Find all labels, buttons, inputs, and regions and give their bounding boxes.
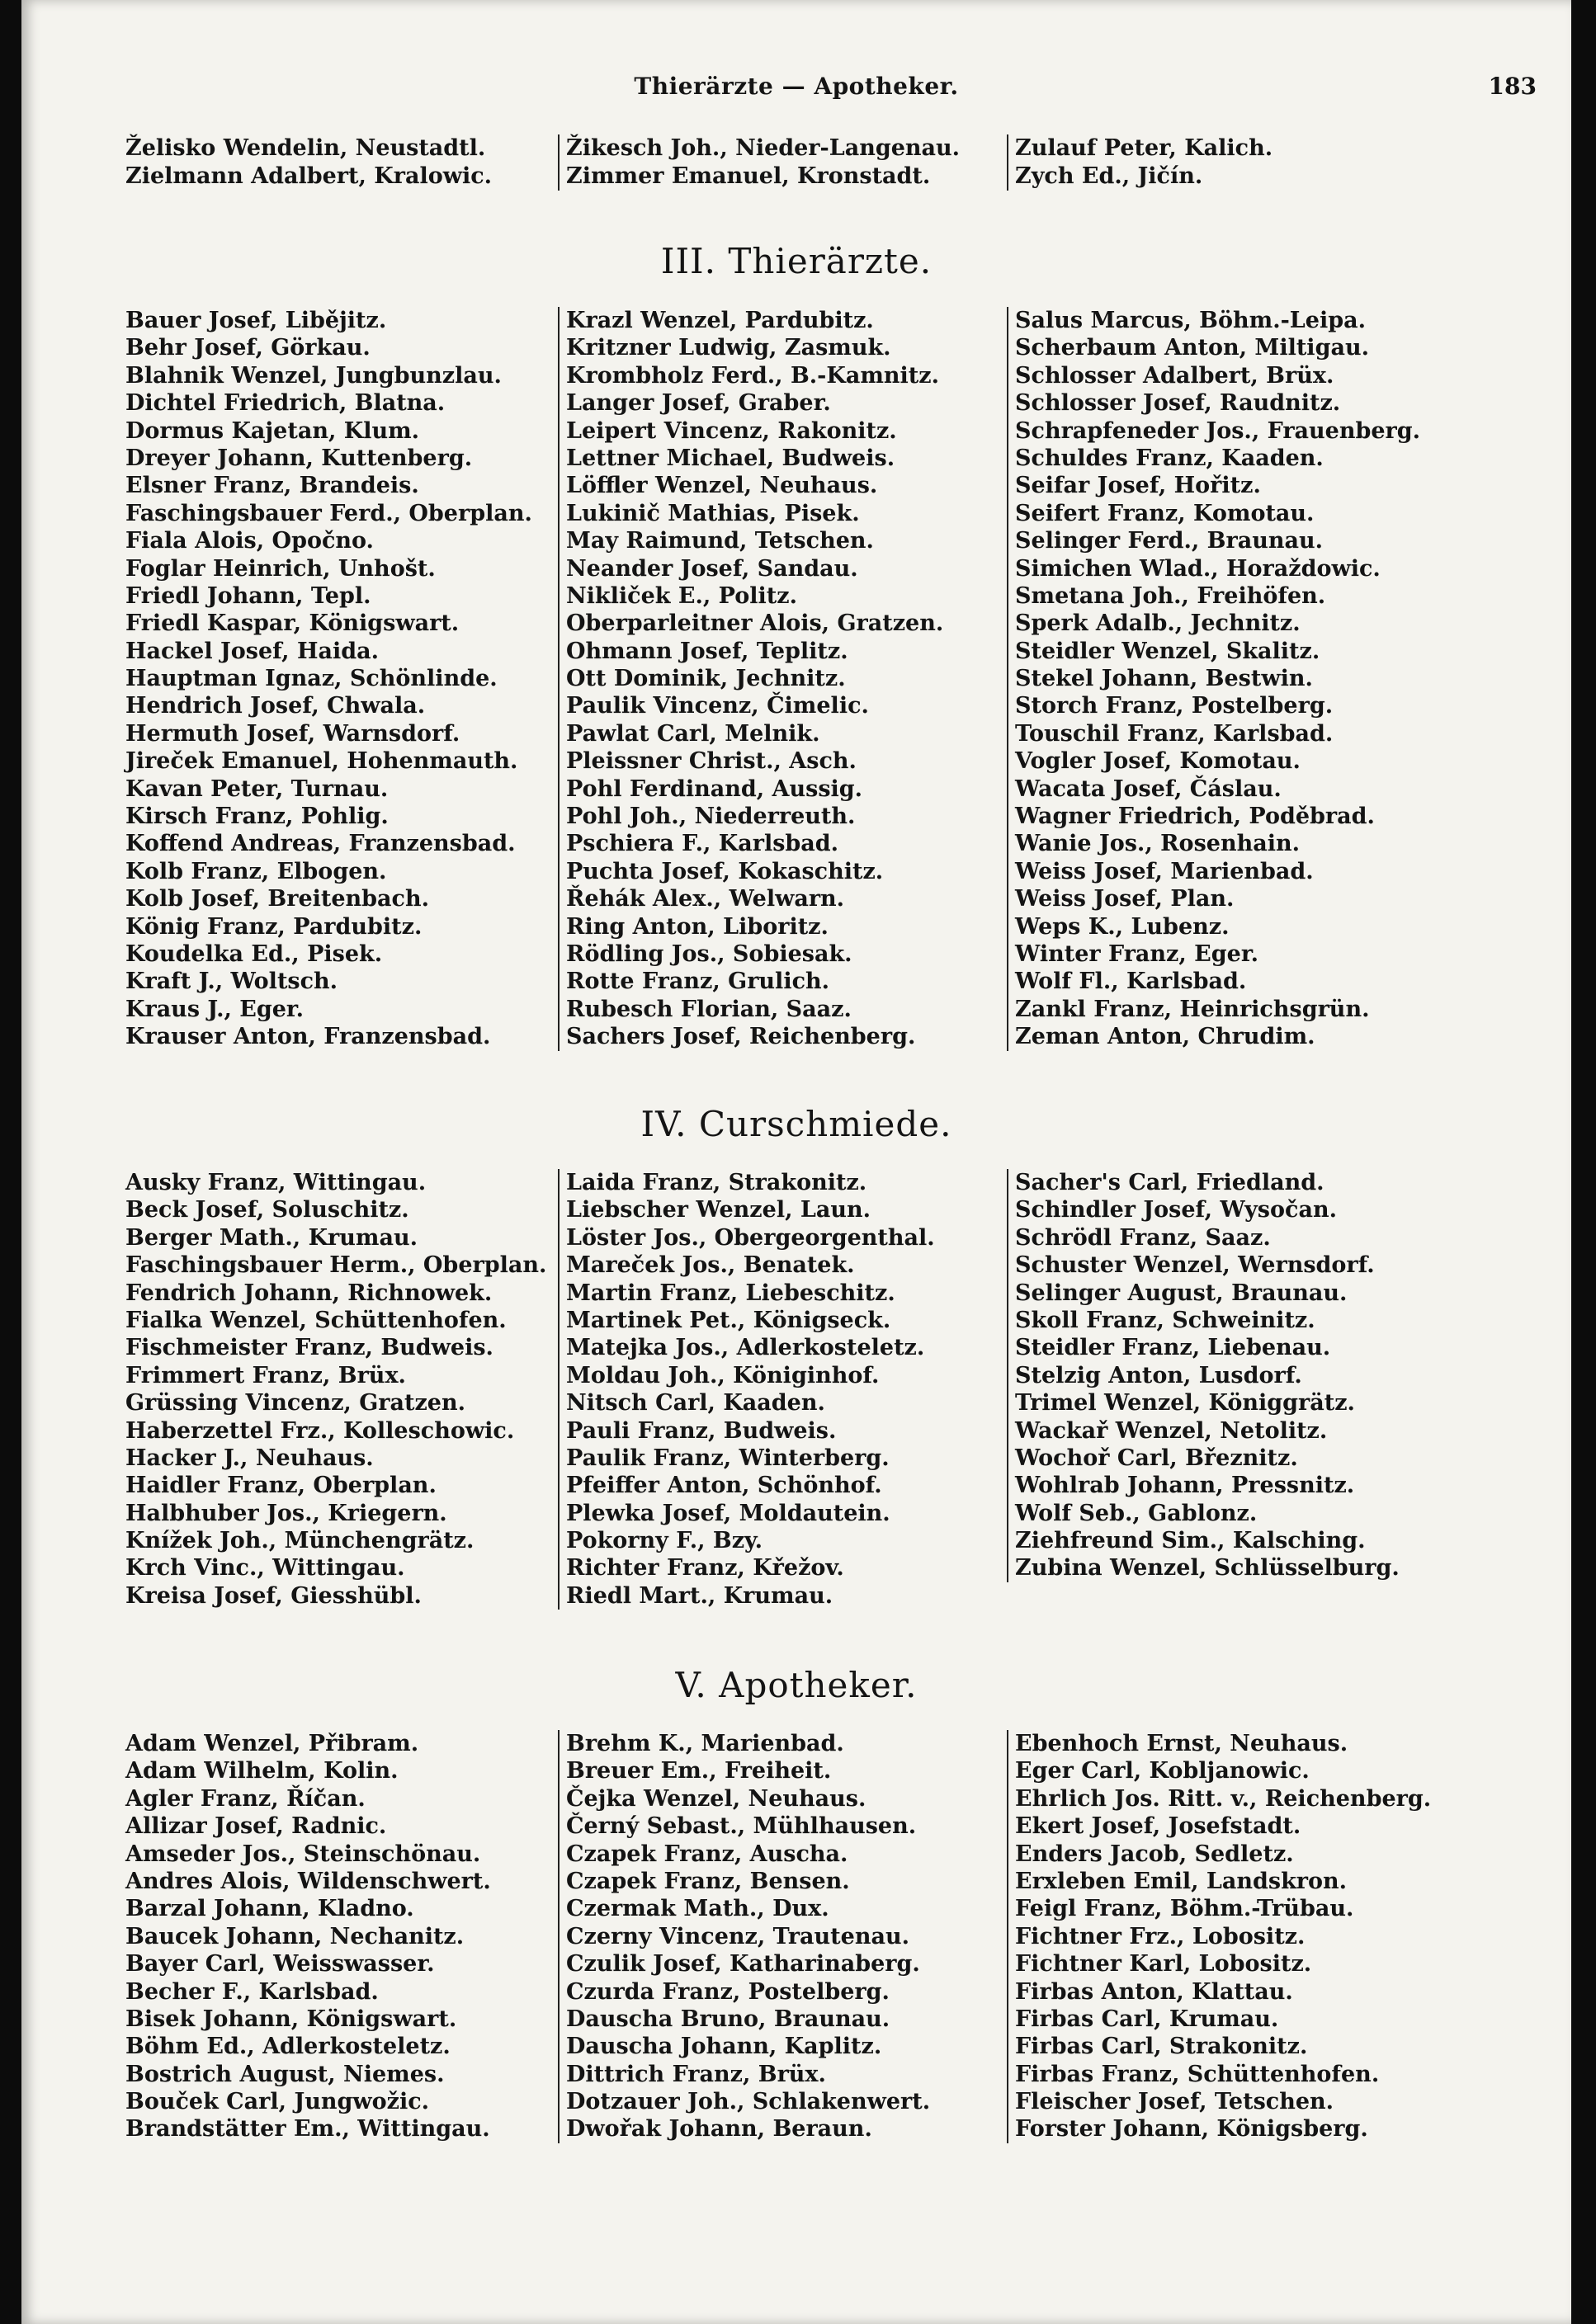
list-item: Storch Franz, Postelberg. [1015,693,1334,719]
list-item: Pschiera F., Karlsbad. [566,831,839,857]
list-item: Bostrich August, Niemes. [125,2061,445,2087]
list-item: Wagner Friedrich, Poděbrad. [1015,804,1375,830]
list-item: Ohmann Josef, Teplitz. [566,638,848,664]
column-3 [1007,134,1477,191]
column-2 [558,1730,1012,2143]
list-item: Fischmeister Franz, Budweis. [125,1335,493,1361]
list-item: Löffler Wenzel, Neuhaus. [566,473,878,499]
list-item: Steidler Wenzel, Skalitz. [1015,638,1320,664]
column-3 [1007,1730,1477,2143]
list-item: Zeman Anton, Chrudim. [1015,1024,1315,1050]
list-item: Allizar Josef, Radnic. [125,1813,387,1840]
list-item: Stekel Johann, Bestwin. [1015,666,1313,692]
list-item: Puchta Josef, Kokaschitz. [566,858,884,884]
list-item: Leipert Vincenz, Rakonitz. [566,417,897,444]
list-item: Pleissner Christ., Asch. [566,748,857,775]
list-item: Pawlat Carl, Melnik. [566,720,820,747]
list-item: Wohlrab Johann, Pressnitz. [1015,1473,1355,1499]
column-2 [558,1169,1012,1610]
list-item: Firbas Anton, Klattau. [1015,1978,1293,2005]
section-apotheker-list [21,1730,1571,2151]
list-item: Kreisa Josef, Giesshübl. [125,1582,422,1609]
column-1 [125,1169,563,1610]
list-item: Hackel Josef, Haida. [125,638,380,664]
list-item: Dotzauer Joh., Schlakenwert. [566,2089,931,2115]
list-item: Scherbaum Anton, Miltigau. [1015,335,1369,361]
list-item: Pokorny F., Bzy. [566,1528,763,1554]
list-item: Řehák Alex., Welwarn. [566,886,845,912]
list-item: Kavan Peter, Turnau. [125,775,389,802]
list-item: Löster Jos., Obergeorgenthal. [566,1224,935,1251]
section-title-thieraerzte: III. Thierärzte. [660,241,933,281]
list-item: Selinger Ferd., Braunau. [1015,528,1324,554]
list-item: Beck Josef, Soluschitz. [125,1197,409,1223]
page-number: 183 [1488,73,1537,100]
list-item: Brehm K., Marienbad. [566,1731,844,1756]
list-item: Friedl Johann, Tepl. [125,582,371,609]
list-item: Jireček Emanuel, Hohenmauth. [125,748,518,775]
list-item: Liebscher Wenzel, Laun. [566,1197,871,1223]
list-item: Czapek Franz, Bensen. [566,1868,850,1894]
column-2 [558,134,1012,191]
list-item: Dittrich Franz, Brüx. [566,2061,826,2087]
list-item: Sachers Josef, Reichenberg. [566,1024,916,1050]
directory-page [21,0,1571,2324]
list-item: Zych Ed., Jičín. [1015,163,1203,189]
list-item: Čejka Wenzel, Neuhaus. [566,1785,866,1812]
list-item: Blahnik Wenzel, Jungbunzlau. [125,362,502,389]
list-item: König Franz, Pardubitz. [125,913,423,940]
list-item: Feigl Franz, Böhm.-Trübau. [1015,1896,1354,1922]
list-item: Kraft J., Woltsch. [125,969,338,995]
list-item: Krazl Wenzel, Pardubitz. [566,308,874,333]
list-item: Dauscha Bruno, Braunau. [566,2006,890,2032]
list-item: Schrödl Franz, Saaz. [1015,1224,1271,1251]
list-item: Czerny Vincenz, Trautenau. [566,1923,909,1949]
list-item: Paulik Franz, Winterberg. [566,1445,890,1471]
list-item: Halbhuber Jos., Kriegern. [125,1500,447,1526]
list-item: Kraus J., Eger. [125,996,305,1022]
list-item: Czermak Math., Dux. [566,1896,829,1922]
list-item: Martin Franz, Liebeschitz. [566,1280,895,1306]
column-3 [1007,1169,1477,1582]
list-item: Weiss Josef, Marienbad. [1015,858,1314,884]
list-item: Fichtner Frz., Lobositz. [1015,1923,1306,1949]
list-item: Rubesch Florian, Saaz. [566,996,852,1022]
running-header: Thierärzte — Apotheker. [634,73,959,100]
list-item: Ring Anton, Liboritz. [566,913,829,940]
list-item: Rotte Franz, Grulich. [566,969,830,995]
list-item: Barzal Johann, Kladno. [125,1896,414,1922]
list-item: Bauer Josef, Libějitz. [125,308,387,333]
section-title-apotheker: V. Apotheker. [675,1665,918,1705]
list-item: Nitsch Carl, Kaaden. [566,1390,825,1417]
list-item: Schindler Josef, Wysočan. [1015,1197,1337,1223]
list-item: Wacata Josef, Čáslau. [1015,775,1282,802]
list-item: Breuer Em., Freiheit. [566,1758,832,1784]
list-item: Ott Dominik, Jechnitz. [566,666,846,692]
list-item: Erxleben Emil, Landskron. [1015,1868,1348,1894]
list-item: Zimmer Emanuel, Kronstadt. [566,163,931,189]
list-item: Adam Wilhelm, Kolin. [125,1758,399,1784]
list-item: Czulik Josef, Katharinaberg. [566,1951,920,1978]
list-item: Simichen Wlad., Horaždowic. [1015,555,1381,582]
list-item: Trimel Wenzel, Königgrätz. [1015,1390,1355,1417]
list-item: Firbas Carl, Strakonitz. [1015,2034,1308,2060]
list-item: Lettner Michael, Budweis. [566,445,895,471]
list-item: Krombholz Ferd., B.-Kamnitz. [566,362,939,389]
list-item: Baucek Johann, Nechanitz. [125,1923,465,1949]
list-item: Plewka Josef, Moldautein. [566,1500,890,1526]
list-item: Sperk Adalb., Jechnitz. [1015,610,1301,637]
list-item: Wanie Jos., Rosenhain. [1015,831,1300,857]
column-1 [125,1730,563,2143]
list-item: Dwořak Johann, Beraun. [566,2116,872,2143]
list-item: Haidler Franz, Oberplan. [125,1473,437,1499]
list-item: Czurda Franz, Postelberg. [566,1978,890,2005]
column-1 [125,134,563,191]
list-item: Zielmann Adalbert, Kralowic. [125,163,493,189]
list-item: May Raimund, Tetschen. [566,528,874,554]
list-item: Fleischer Josef, Tetschen. [1015,2089,1334,2115]
list-item: Elsner Franz, Brandeis. [125,473,419,499]
list-item: Nikliček E., Politz. [566,582,797,609]
list-item: Wackař Wenzel, Netolitz. [1015,1417,1328,1444]
list-item: Pohl Joh., Niederreuth. [566,804,856,830]
list-item: Fialka Wenzel, Schüttenhofen. [125,1307,507,1333]
list-item: Dauscha Johann, Kaplitz. [566,2034,882,2060]
list-item: Dichtel Friedrich, Blatna. [125,390,446,417]
list-item: Ehrlich Jos. Ritt. v., Reichenberg. [1015,1785,1432,1812]
list-item: Stelzig Anton, Lusdorf. [1015,1362,1302,1388]
list-item: Bisek Johann, Königswart. [125,2006,457,2032]
list-item: Schuster Wenzel, Wernsdorf. [1015,1252,1375,1279]
list-item: Andres Alois, Wildenschwert. [125,1868,491,1894]
list-item: Zankl Franz, Heinrichsgrün. [1015,996,1370,1022]
list-item: Firbas Franz, Schüttenhofen. [1015,2061,1380,2087]
list-item: Selinger August, Braunau. [1015,1280,1348,1306]
list-item: Hacker J., Neuhaus. [125,1445,374,1471]
list-item: Černý Sebast., Mühlhausen. [566,1813,917,1840]
list-item: Seifar Josef, Hořitz. [1015,473,1261,499]
list-item: Enders Jacob, Sedletz. [1015,1841,1294,1867]
list-item: Hauptman Ignaz, Schönlinde. [125,666,498,692]
list-item: Koffend Andreas, Franzensbad. [125,831,516,857]
list-item: Zulauf Peter, Kalich. [1015,135,1273,161]
continuation-block [21,134,1571,200]
list-item: Behr Josef, Görkau. [125,335,371,361]
list-item: Koudelka Ed., Pisek. [125,940,383,967]
list-item: Friedl Kaspar, Königswart. [125,610,460,637]
list-item: Ausky Franz, Wittingau. [125,1170,427,1195]
list-item: Schrapfeneder Jos., Frauenberg. [1015,417,1421,444]
list-item: Wochoř Carl, Březnitz. [1015,1445,1298,1471]
list-item: Weiss Josef, Plan. [1015,886,1235,912]
list-item: Krauser Anton, Franzensbad. [125,1024,491,1050]
list-item: Haberzettel Frz., Kolleschowic. [125,1417,515,1444]
list-item: Pauli Franz, Budweis. [566,1417,837,1444]
list-item: Fiala Alois, Opočno. [125,528,374,554]
list-item: Foglar Heinrich, Unhošt. [125,555,436,582]
list-item: Agler Franz, Říčan. [125,1785,366,1812]
list-item: Ziehfreund Sim., Kalsching. [1015,1528,1366,1554]
list-item: Forster Johann, Königsberg. [1015,2116,1368,2143]
column-2 [558,307,1012,1051]
list-item: Rödling Jos., Sobiesak. [566,940,852,967]
list-item: Wolf Fl., Karlsbad. [1015,969,1247,995]
list-item: Laida Franz, Strakonitz. [566,1170,867,1195]
list-item: Dreyer Johann, Kuttenberg. [125,445,473,471]
list-item: Ekert Josef, Josefstadt. [1015,1813,1301,1840]
list-item: Seifert Franz, Komotau. [1015,500,1315,526]
list-item: Vogler Josef, Komotau. [1015,748,1301,775]
list-item: Hermuth Josef, Warnsdorf. [125,720,460,747]
list-item: Martinek Pet., Königseck. [566,1307,891,1333]
list-item: Krch Vinc., Wittingau. [125,1555,405,1582]
list-item: Amseder Jos., Steinschönau. [125,1841,481,1867]
list-item: Touschil Franz, Karlsbad. [1015,720,1334,747]
list-item: Fendrich Johann, Richnowek. [125,1280,493,1306]
list-item: Faschingsbauer Herm., Oberplan. [125,1252,547,1279]
list-item: Neander Josef, Sandau. [566,555,858,582]
list-item: Winter Franz, Eger. [1015,940,1258,967]
list-item: Zubina Wenzel, Schlüsselburg. [1015,1555,1400,1582]
list-item: Wolf Seb., Gablonz. [1015,1500,1258,1526]
list-item: Hendrich Josef, Chwala. [125,693,426,719]
list-item: Bayer Carl, Weisswasser. [125,1951,435,1978]
list-item: Moldau Joh., Königinhof. [566,1362,880,1388]
list-item: Schuldes Franz, Kaaden. [1015,445,1324,471]
list-item: Eger Carl, Kobljanowic. [1015,1758,1310,1784]
list-item: Richter Franz, Křežov. [566,1555,844,1582]
list-item: Ebenhoch Ernst, Neuhaus. [1015,1731,1348,1756]
column-3 [1007,307,1477,1051]
list-item: Matejka Jos., Adlerkosteletz. [566,1335,925,1361]
list-item: Kolb Josef, Breitenbach. [125,886,430,912]
list-item: Paulik Vincenz, Čimelic. [566,693,869,719]
list-item: Brandstätter Em., Wittingau. [125,2116,490,2143]
list-item: Weps K., Lubenz. [1015,913,1230,940]
list-item: Oberparleitner Alois, Gratzen. [566,610,944,637]
list-item: Smetana Joh., Freihöfen. [1015,582,1326,609]
list-item: Dormus Kajetan, Klum. [125,417,420,444]
list-item: Skoll Franz, Schweinitz. [1015,1307,1315,1333]
list-item: Adam Wenzel, Přibram. [125,1731,419,1756]
list-item: Schlosser Josef, Raudnitz. [1015,390,1341,417]
list-item: Sacher's Carl, Friedland. [1015,1170,1324,1195]
section-title-curschmiede: IV. Curschmiede. [640,1104,952,1144]
list-item: Faschingsbauer Ferd., Oberplan. [125,500,532,526]
list-item: Becher F., Karlsbad. [125,1978,379,2005]
list-item: Kritzner Ludwig, Zasmuk. [566,335,891,361]
section-thieraerzte-list [21,307,1571,1058]
list-item: Kirsch Franz, Pohlig. [125,804,389,830]
list-item: Fichtner Karl, Lobositz. [1015,1951,1312,1978]
list-item: Steidler Franz, Liebenau. [1015,1335,1331,1361]
section-curschmiede-list [21,1169,1571,1615]
column-1 [125,307,563,1051]
list-item: Pfeiffer Anton, Schönhof. [566,1473,882,1499]
list-item: Mareček Jos., Benatek. [566,1252,855,1279]
list-item: Bouček Carl, Jungwožic. [125,2089,430,2115]
list-item: Grüssing Vincenz, Gratzen. [125,1390,466,1417]
list-item: Böhm Ed., Adlerkosteletz. [125,2034,451,2060]
list-item: Lukinič Mathias, Pisek. [566,500,860,526]
list-item: Kolb Franz, Elbogen. [125,858,387,884]
list-item: Berger Math., Krumau. [125,1224,418,1251]
list-item: Firbas Carl, Krumau. [1015,2006,1279,2032]
list-item: Želisko Wendelin, Neustadtl. [125,135,486,161]
list-item: Pohl Ferdinand, Aussig. [566,775,863,802]
list-item: Salus Marcus, Böhm.-Leipa. [1015,308,1366,333]
list-item: Riedl Mart., Krumau. [566,1582,833,1609]
list-item: Czapek Franz, Auscha. [566,1841,848,1867]
list-item: Schlosser Adalbert, Brüx. [1015,362,1334,389]
list-item: Knížek Joh., Münchengrätz. [125,1528,475,1554]
list-item: Frimmert Franz, Brüx. [125,1362,406,1388]
list-item: Žikesch Joh., Nieder-Langenau. [566,135,961,161]
list-item: Langer Josef, Graber. [566,390,831,417]
